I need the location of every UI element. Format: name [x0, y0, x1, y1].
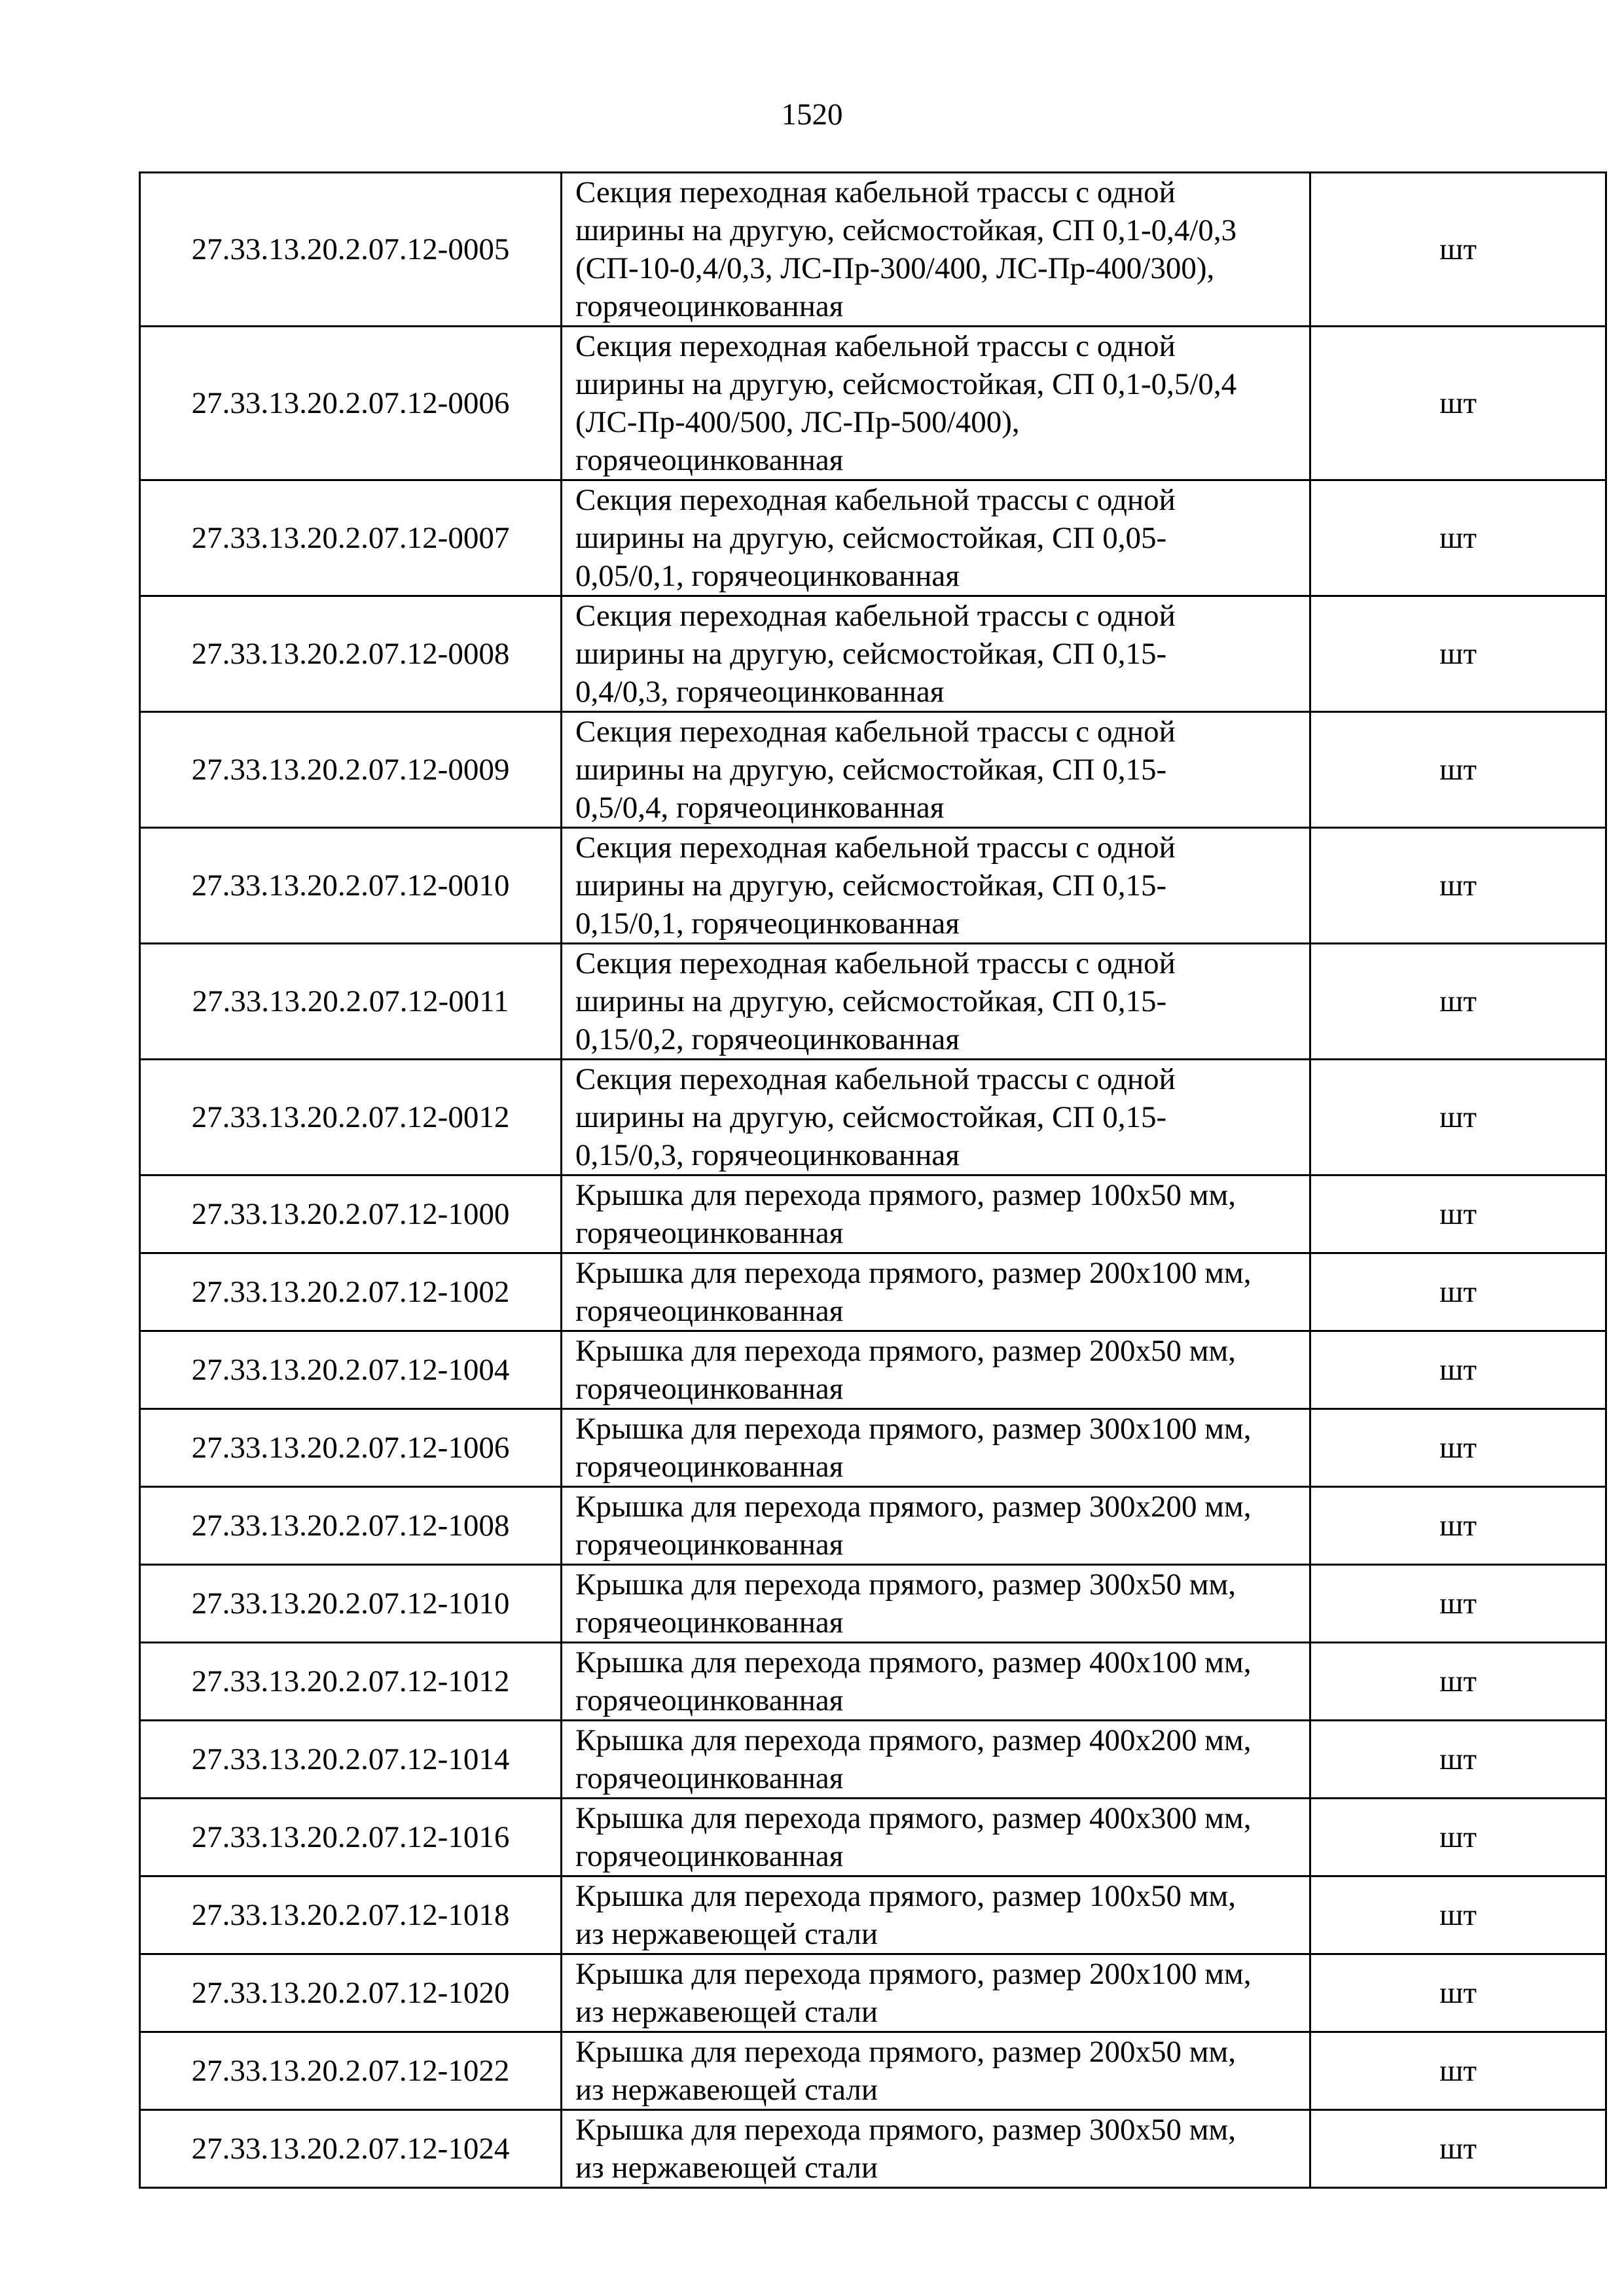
- description-line: ширины на другую, сейсмостойкая, СП 0,15-: [575, 637, 1167, 671]
- table-row: [140, 480, 1606, 596]
- description-line: ширины на другую, сейсмостойкая, СП 0,1-0,5/0,4: [575, 367, 1237, 401]
- description-line: Крышка для перехода прямого, размер 300х200 мм,: [575, 1490, 1252, 1524]
- description-line: Крышка для перехода прямого, размер 200х100 мм,: [575, 1957, 1252, 1991]
- table-row: [140, 1876, 1606, 1954]
- cell-description: [562, 173, 1310, 327]
- cell-description: [562, 944, 1310, 1060]
- cell-description: [562, 1253, 1310, 1331]
- cell-unit: шт: [1310, 944, 1606, 1060]
- cell-description: [562, 1175, 1310, 1253]
- table-row: [140, 1721, 1606, 1799]
- cell-code: 27.33.13.20.2.07.12-0008: [140, 596, 562, 712]
- description-line: Секция переходная кабельной трассы с одной: [575, 483, 1176, 517]
- description-line: горячеоцинкованная: [575, 1839, 844, 1873]
- table-row: [140, 173, 1606, 327]
- cell-description: [562, 828, 1310, 944]
- description-line: Крышка для перехода прямого, размер 100х50 мм,: [575, 1178, 1236, 1212]
- cell-description: [562, 480, 1310, 596]
- page-number: 1520: [781, 98, 843, 132]
- cell-description: [562, 2032, 1310, 2110]
- cell-code: 27.33.13.20.2.07.12-1024: [140, 2110, 562, 2188]
- cell-code: 27.33.13.20.2.07.12-1002: [140, 1253, 562, 1331]
- description-line: ширины на другую, сейсмостойкая, СП 0,05-: [575, 521, 1167, 555]
- description-line: Секция переходная кабельной трассы с одной: [575, 329, 1176, 363]
- table-row: [140, 327, 1606, 480]
- cell-description: [562, 1799, 1310, 1876]
- cell-code: 27.33.13.20.2.07.12-1004: [140, 1331, 562, 1409]
- description-line: 0,15/0,1, горячеоцинкованная: [575, 906, 960, 941]
- description-line: 0,15/0,3, горячеоцинкованная: [575, 1138, 960, 1172]
- description-line: горячеоцинкованная: [575, 1372, 844, 1406]
- cell-code: 27.33.13.20.2.07.12-0006: [140, 327, 562, 480]
- cell-code: 27.33.13.20.2.07.12-1008: [140, 1487, 562, 1565]
- cell-description: [562, 1721, 1310, 1799]
- cell-description: [562, 327, 1310, 480]
- cell-unit: шт: [1310, 828, 1606, 944]
- cell-code: 27.33.13.20.2.07.12-1016: [140, 1799, 562, 1876]
- cell-description: [562, 712, 1310, 828]
- cell-code: 27.33.13.20.2.07.12-1000: [140, 1175, 562, 1253]
- description-line: горячеоцинкованная: [575, 443, 844, 477]
- table-row: [140, 1643, 1606, 1721]
- cell-description: [562, 1331, 1310, 1409]
- cell-unit: шт: [1310, 173, 1606, 327]
- table-row: [140, 1799, 1606, 1876]
- table-row: [140, 828, 1606, 944]
- table-row: [140, 2032, 1606, 2110]
- cell-unit: шт: [1310, 2032, 1606, 2110]
- cell-unit: шт: [1310, 1721, 1606, 1799]
- cell-code: 27.33.13.20.2.07.12-0011: [140, 944, 562, 1060]
- cell-unit: шт: [1310, 1175, 1606, 1253]
- cell-code: 27.33.13.20.2.07.12-1012: [140, 1643, 562, 1721]
- table-row: [140, 712, 1606, 828]
- cell-unit: шт: [1310, 1253, 1606, 1331]
- cell-unit: шт: [1310, 2110, 1606, 2188]
- cell-code: 27.33.13.20.2.07.12-1020: [140, 1954, 562, 2032]
- cell-code: 27.33.13.20.2.07.12-1010: [140, 1565, 562, 1643]
- table-row: [140, 1565, 1606, 1643]
- cell-description: [562, 1876, 1310, 1954]
- description-line: Крышка для перехода прямого, размер 400х200 мм,: [575, 1723, 1252, 1757]
- cell-code: 27.33.13.20.2.07.12-1014: [140, 1721, 562, 1799]
- description-line: (СП-10-0,4/0,3, ЛС-Пр-300/400, ЛС-Пр-400/300),: [575, 251, 1215, 285]
- description-line: ширины на другую, сейсмостойкая, СП 0,15-: [575, 984, 1167, 1018]
- description-line: 0,5/0,4, горячеоцинкованная: [575, 791, 945, 825]
- table-row: [140, 1409, 1606, 1487]
- resource-table: [139, 171, 1607, 2189]
- description-line: ширины на другую, сейсмостойкая, СП 0,15-: [575, 753, 1167, 787]
- description-line: из нержавеющей стали: [575, 2073, 878, 2107]
- description-line: Крышка для перехода прямого, размер 400х300 мм,: [575, 1801, 1252, 1835]
- table-row: [140, 944, 1606, 1060]
- description-line: Секция переходная кабельной трассы с одной: [575, 1062, 1176, 1096]
- table-row: [140, 596, 1606, 712]
- description-line: Крышка для перехода прямого, размер 100х50 мм,: [575, 1879, 1236, 1913]
- cell-description: [562, 1565, 1310, 1643]
- description-line: 0,15/0,2, горячеоцинкованная: [575, 1022, 960, 1056]
- description-line: Крышка для перехода прямого, размер 200х100 мм,: [575, 1256, 1252, 1290]
- cell-description: [562, 1487, 1310, 1565]
- table-row: [140, 1175, 1606, 1253]
- cell-code: 27.33.13.20.2.07.12-1006: [140, 1409, 562, 1487]
- cell-unit: шт: [1310, 1876, 1606, 1954]
- description-line: Крышка для перехода прямого, размер 300х100 мм,: [575, 1412, 1252, 1446]
- cell-code: 27.33.13.20.2.07.12-0005: [140, 173, 562, 327]
- cell-code: 27.33.13.20.2.07.12-0009: [140, 712, 562, 828]
- description-line: ширины на другую, сейсмостойкая, СП 0,1-0,4/0,3: [575, 213, 1237, 247]
- description-line: горячеоцинкованная: [575, 1683, 844, 1717]
- description-line: 0,05/0,1, горячеоцинкованная: [575, 559, 960, 593]
- cell-unit: шт: [1310, 1060, 1606, 1175]
- cell-unit: шт: [1310, 1643, 1606, 1721]
- table-row: [140, 1954, 1606, 2032]
- cell-unit: шт: [1310, 480, 1606, 596]
- cell-unit: шт: [1310, 1954, 1606, 2032]
- cell-description: [562, 2110, 1310, 2188]
- cell-unit: шт: [1310, 1799, 1606, 1876]
- cell-unit: шт: [1310, 1565, 1606, 1643]
- description-line: горячеоцинкованная: [575, 1216, 844, 1250]
- cell-unit: шт: [1310, 1331, 1606, 1409]
- table-row: [140, 1331, 1606, 1409]
- cell-code: 27.33.13.20.2.07.12-0012: [140, 1060, 562, 1175]
- description-line: горячеоцинкованная: [575, 1761, 844, 1795]
- description-line: Секция переходная кабельной трассы с одной: [575, 831, 1176, 865]
- description-line: из нержавеющей стали: [575, 2151, 878, 2185]
- description-line: из нержавеющей стали: [575, 1995, 878, 2029]
- table-body: [140, 173, 1606, 2188]
- description-line: ширины на другую, сейсмостойкая, СП 0,15-: [575, 1100, 1167, 1134]
- cell-description: [562, 1954, 1310, 2032]
- cell-description: [562, 596, 1310, 712]
- cell-code: 27.33.13.20.2.07.12-0010: [140, 828, 562, 944]
- cell-unit: шт: [1310, 1409, 1606, 1487]
- description-line: (ЛС-Пр-400/500, ЛС-Пр-500/400),: [575, 405, 1020, 439]
- description-line: из нержавеющей стали: [575, 1917, 878, 1951]
- table-row: [140, 2110, 1606, 2188]
- description-line: горячеоцинкованная: [575, 1450, 844, 1484]
- description-line: ширины на другую, сейсмостойкая, СП 0,15-: [575, 869, 1167, 903]
- description-line: 0,4/0,3, горячеоцинкованная: [575, 675, 945, 709]
- table-row: [140, 1253, 1606, 1331]
- description-line: горячеоцинкованная: [575, 1605, 844, 1640]
- description-line: Секция переходная кабельной трассы с одной: [575, 715, 1176, 749]
- description-line: Крышка для перехода прямого, размер 300х50 мм,: [575, 1568, 1236, 1602]
- description-line: Крышка для перехода прямого, размер 300х50 мм,: [575, 2113, 1236, 2147]
- cell-description: [562, 1060, 1310, 1175]
- description-line: Секция переходная кабельной трассы с одной: [575, 175, 1176, 209]
- cell-code: 27.33.13.20.2.07.12-0007: [140, 480, 562, 596]
- description-line: Крышка для перехода прямого, размер 200х50 мм,: [575, 1334, 1236, 1368]
- description-line: горячеоцинкованная: [575, 289, 844, 323]
- cell-description: [562, 1643, 1310, 1721]
- cell-code: 27.33.13.20.2.07.12-1022: [140, 2032, 562, 2110]
- description-line: Секция переходная кабельной трассы с одной: [575, 946, 1176, 980]
- cell-code: 27.33.13.20.2.07.12-1018: [140, 1876, 562, 1954]
- cell-unit: шт: [1310, 596, 1606, 712]
- description-line: горячеоцинкованная: [575, 1528, 844, 1562]
- table-row: [140, 1487, 1606, 1565]
- description-line: Секция переходная кабельной трассы с одной: [575, 599, 1176, 633]
- description-line: Крышка для перехода прямого, размер 400х100 мм,: [575, 1645, 1252, 1679]
- description-line: Крышка для перехода прямого, размер 200х50 мм,: [575, 2035, 1236, 2069]
- cell-description: [562, 1409, 1310, 1487]
- cell-unit: шт: [1310, 1487, 1606, 1565]
- description-line: горячеоцинкованная: [575, 1294, 844, 1328]
- table-row: [140, 1060, 1606, 1175]
- cell-unit: шт: [1310, 712, 1606, 828]
- cell-unit: шт: [1310, 327, 1606, 480]
